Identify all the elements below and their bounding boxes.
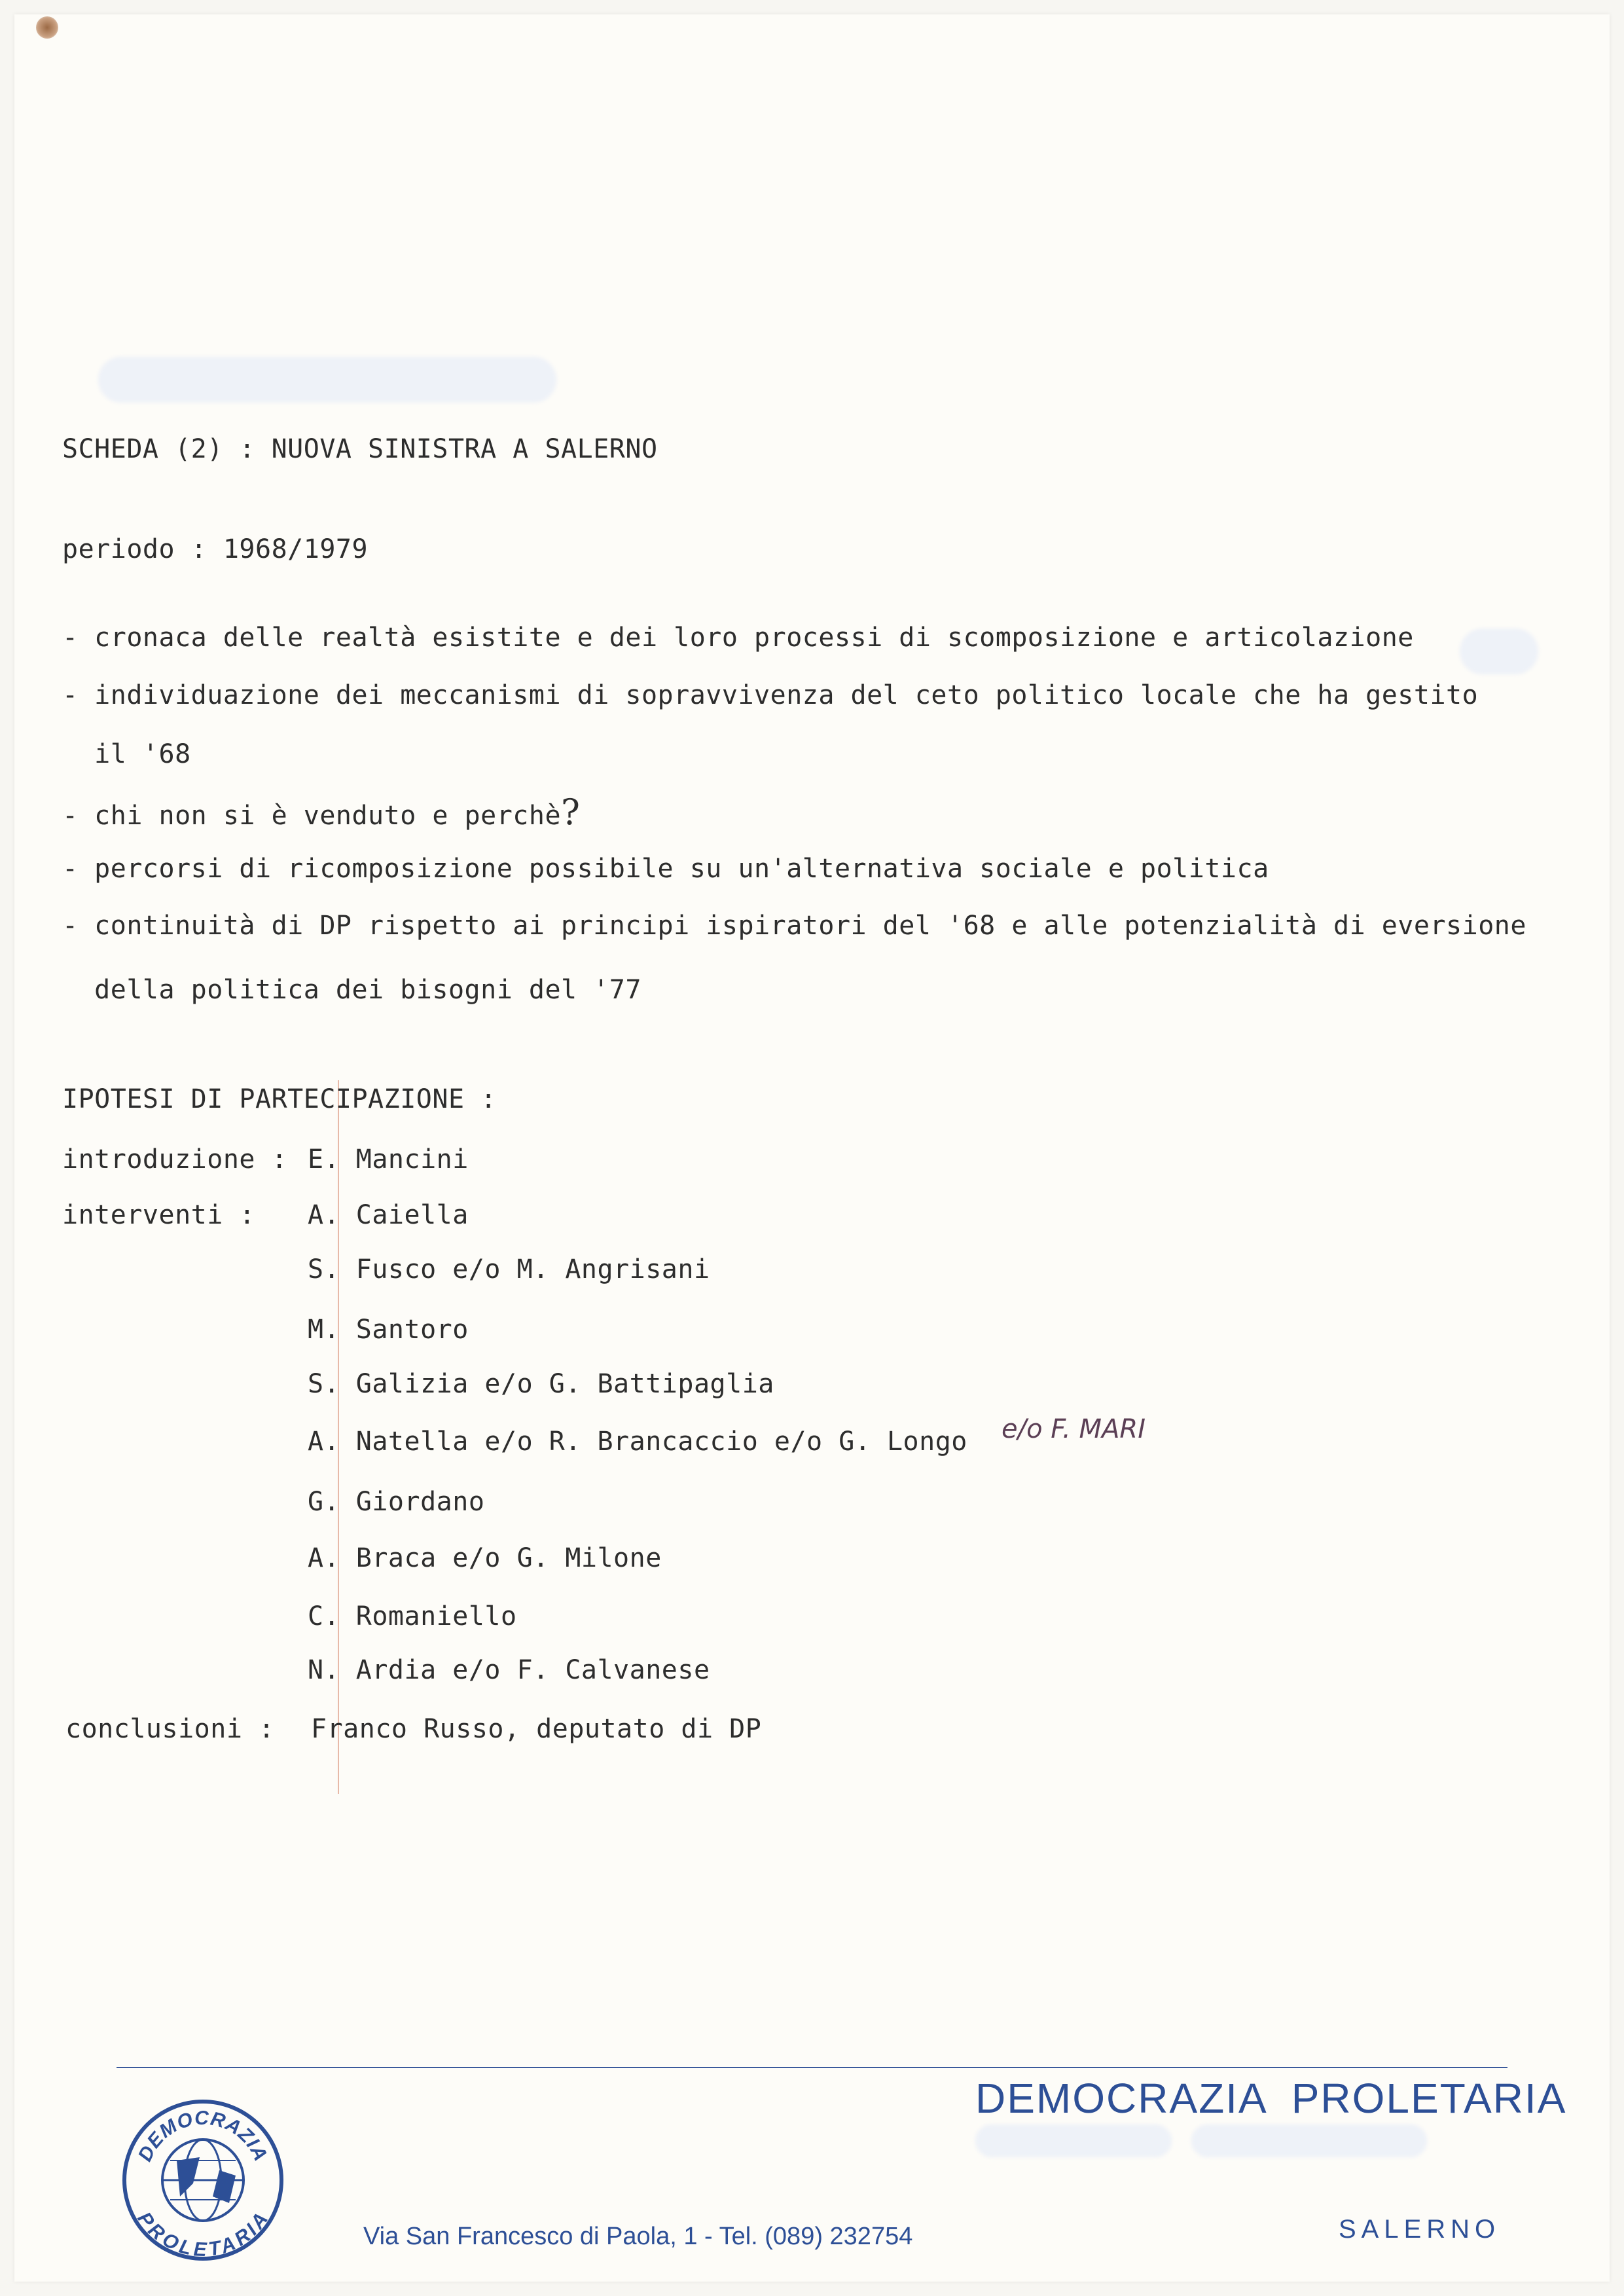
bullet-item: - continuità di DP rispetto ai principi ispiratori del '68 e alle potenzialità di eversione xyxy=(62,911,1526,941)
intro-label: introduzione : xyxy=(62,1144,288,1175)
speaker-item: G. Giordano xyxy=(308,1487,485,1517)
speaker-item: A. Natella e/o R. Brancaccio e/o G. Longo xyxy=(308,1427,967,1457)
bullet-item: della politica dei bisogni del '77 xyxy=(62,975,641,1005)
speaker-item: S. Fusco e/o M. Angrisani xyxy=(308,1254,710,1285)
conclusions-label: conclusioni : xyxy=(65,1714,275,1744)
document-title: SCHEDA (2) : NUOVA SINISTRA A SALERNO xyxy=(62,434,658,464)
bullet-item: - cronaca delle realtà esistite e dei loro processi di scomposizione e articolazione xyxy=(62,623,1414,653)
letterhead-city: SALERNO xyxy=(1339,2215,1501,2244)
bullet-item xyxy=(62,792,581,833)
correction-smudge xyxy=(1460,629,1538,674)
bullet-text: - chi non si è venduto e perchè xyxy=(62,801,562,831)
letterhead-address: Via San Francesco di Paola, 1 - Tel. (089) 232754 xyxy=(363,2223,913,2250)
bullet-item: - percorsi di ricomposizione possibile su un'alternativa sociale e politica xyxy=(62,854,1269,884)
conclusions-value: Franco Russo, deputato di DP xyxy=(311,1714,762,1744)
correction-smudge xyxy=(1191,2124,1427,2157)
correction-smudge xyxy=(98,357,556,403)
rust-stain xyxy=(36,16,58,39)
speaker-item: C. Romaniello xyxy=(308,1601,517,1631)
participation-heading: IPOTESI DI PARTECIPAZIONE : xyxy=(62,1084,497,1114)
speaker-item: M. Santoro xyxy=(308,1315,469,1345)
svg-text:PROLETARIA xyxy=(133,2208,272,2261)
letterhead-rule xyxy=(117,2067,1507,2068)
speaker-item: N. Ardia e/o F. Calvanese xyxy=(308,1655,710,1685)
speaker-item: A. Braca e/o G. Milone xyxy=(308,1543,662,1573)
party-logo-icon xyxy=(121,2098,285,2262)
handwritten-question-mark: ? xyxy=(561,792,581,833)
speaker-item: S. Galizia e/o G. Battipaglia xyxy=(308,1369,774,1399)
letterhead-brand: DEMOCRAZIA PROLETARIA xyxy=(975,2075,1567,2122)
speaker-item: A. Caiella xyxy=(308,1200,469,1230)
period-value: 1968/1979 xyxy=(223,534,369,564)
period-line xyxy=(62,534,368,565)
intro-value: E. Mancini xyxy=(308,1144,469,1175)
period-label: periodo : xyxy=(62,534,223,564)
logo-text-bottom: PROLETARIA xyxy=(133,2208,273,2261)
bullet-item: il '68 xyxy=(62,739,191,769)
logo-text-top: DEMOCRAZIA xyxy=(134,2107,272,2165)
bullet-item: - individuazione dei meccanismi di sopravvivenza del ceto politico locale che ha gestito xyxy=(62,680,1479,710)
speakers-label: interventi : xyxy=(62,1200,255,1230)
correction-smudge xyxy=(975,2124,1172,2157)
handwritten-addition: e/o F. MARI xyxy=(1001,1414,1146,1444)
